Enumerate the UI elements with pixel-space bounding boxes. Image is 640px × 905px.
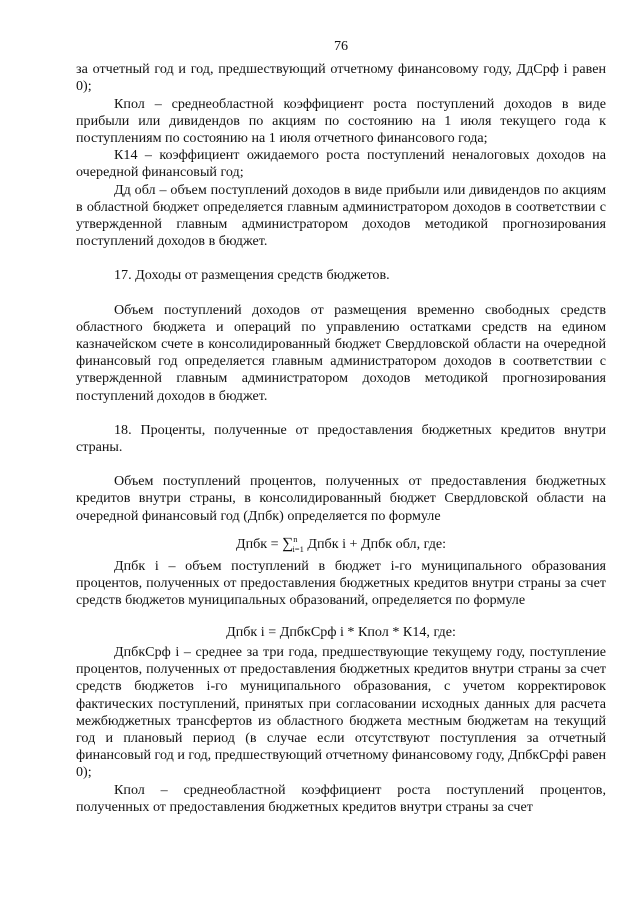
paragraph-kpol-definition: Кпол – среднеобластной коэффициент роста поступлений доходов в виде прибыли или дивидендов по акциям по состоянию на 1 июля текущего года к поступлениям по состоянию на 1 июля отчетного финансового года; — [76, 95, 606, 147]
formula-dpbk-lhs: Дпбк = — [235, 535, 283, 552]
section-heading-17: 17. Доходы от размещения средств бюджетов. — [114, 267, 390, 284]
paragraph-placement-income: Объем поступлений доходов от размещения временно свободных средств областного бюджета и операций по управлению остатками средств на едином казначейском счете в консолидированный бюджет Свердловской области на очередной финансовый год определяется главным администратором доходов в соответствии с утвержденной главным администратором доходов методикой прогнозирования поступлений доходов в бюджет. — [76, 301, 606, 404]
sum-symbol: ∑ — [282, 534, 294, 552]
sum-lower-limit: i=1 — [292, 543, 304, 554]
document-page — [76, 38, 606, 816]
paragraph-dd-obl-definition: Дд обл – объем поступлений доходов в виде прибыли или дивидендов по акциям в областной бюджет определяется главным администратором доходов в соответствии с утвержденной главным администратором доходов методикой прогнозирования поступлений доходов в бюджет. — [76, 181, 606, 250]
paragraph-k14-definition: К14 – коэффициент ожидаемого роста поступлений неналоговых доходов на очередной финансовый год; — [76, 147, 606, 181]
section-heading-18: 18. Проценты, полученные от предоставления бюджетных кредитов внутри страны. — [76, 421, 606, 456]
paragraph-dpbksrf-definition: ДпбкСрф i – среднее за три года, предшествующие текущему году, поступление процентов, полученных от предоставления бюджетных кредитов внутри страны за счет средств бюджетов i-го муниципального образования, с учетом корректировок фактических поступлений, принятых при согласовании исходных данных для расчета межбюджетных трансфертов из областного бюджета местным бюджетам на текущий год и плановый период (в случае если отсутствуют поступления за отчетный финансовый год и год, предшествующий отчетному финансовому году, ДпбкСрфi равен 0); — [76, 643, 606, 781]
formula-dpbk-i: Дпбк i = ДпбкСрф i * Кпол * К14, где: — [226, 623, 456, 640]
paragraph-interest-volume: Объем поступлений процентов, полученных от предоставления бюджетных кредитов внутри страны, в консолидированный бюджет Свердловской области на очередной финансовый год (Дпбк) определяется по формуле — [76, 473, 606, 524]
paragraph-dpbk-i-definition: Дпбк i – объем поступлений в бюджет i-го муниципального образования процентов, полученных от предоставления бюджетных кредитов внутри страны за счет средств бюджетов муниципальных образований, определяется по формуле — [76, 558, 606, 609]
sum-upper-limit: n — [293, 533, 298, 544]
paragraph-kpol-interest-definition: Кпол – среднеобластной коэффициент роста поступлений процентов, полученных от предоставления бюджетных кредитов внутри страны за счет — [76, 781, 606, 815]
paragraph-ddsrf-continuation: за отчетный год и год, предшествующий отчетному финансовому году, ДдСрф i равен 0); — [76, 61, 606, 95]
formula-dpbk — [76, 535, 606, 554]
formula-dpbk-rhs: Дпбк i + Дпбк обл, где: — [303, 535, 447, 552]
page-number: 76 — [333, 38, 349, 54]
